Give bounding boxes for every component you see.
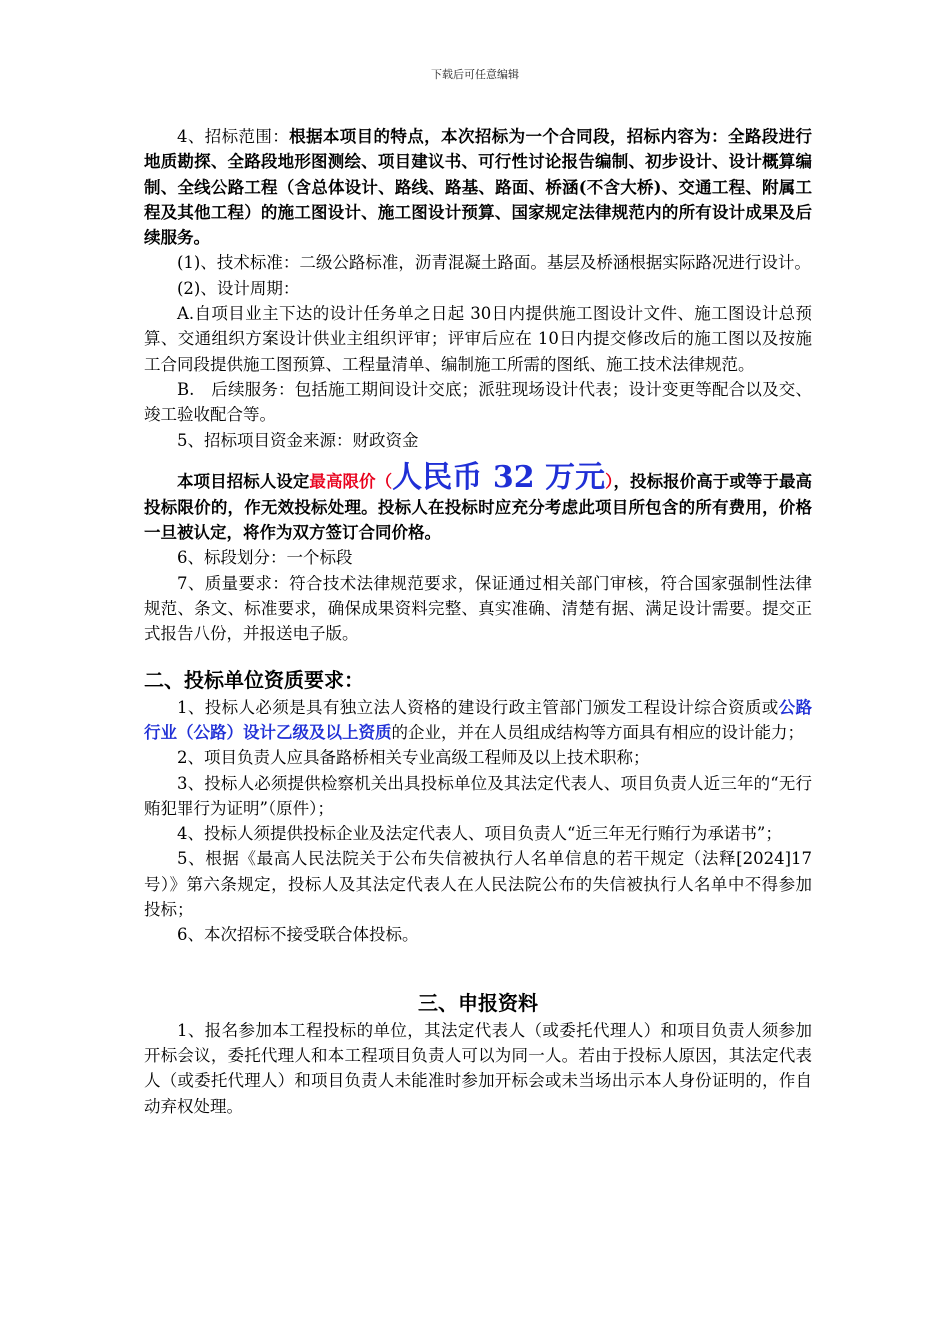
price-red-close: ） xyxy=(605,471,614,491)
quality: 7、质量要求：符合技术法律规范要求，保证通过相关部门审核，符合国家强制性法律规范、条文、标准要求，确保成果资料完整、真实准确、清楚有据、满足设计需要。提交正式报告八份，并报送电子版。 xyxy=(144,573,812,644)
section3-title: 三、申报资料 xyxy=(418,990,538,1015)
scope-prefix: 4、招标范围： xyxy=(177,127,290,146)
section3-item1: 1、报名参加本工程投标的单位，其法定代表人（或委托代理人）和项目负责人须参加开标会议，委托代理人和本工程项目负责人可以为同一人。若由于投标人原因，其法定代表人（或委托代理人）和项目负责人未能准时参加开标会或未当场出示本人身份证明的，作自动弃权处理。 xyxy=(144,1020,812,1116)
section2-item1-blue: 公路行业（公路）设计乙级及以上资质 xyxy=(144,697,813,742)
header-note: 下载后可任意编辑 xyxy=(431,68,519,81)
spacer xyxy=(144,948,812,988)
price-part1: 本项目招标人设定 xyxy=(177,471,310,491)
section2-item3: 3、投标人必须提供检察机关出具投标单位及其法定代表人、项目负责人近三年的“无行贿犯罪行为证明”（原件）； xyxy=(144,773,812,818)
price-amount: 人民币 32 万元 xyxy=(392,459,606,495)
section2-item1-a: 1、投标人必须是具有独立法人资格的建设行政主管部门颁发工程设计综合资质或 xyxy=(177,697,779,717)
design-period-b: B. 后续服务：包括施工期间设计交底；派驻现场设计代表；设计变更等配合以及交、竣工验收配合等。 xyxy=(144,379,812,425)
section2-item2: 2、项目负责人应具备路桥相关专业高级工程师及以上技术职称； xyxy=(177,748,650,768)
spacer xyxy=(144,647,812,665)
price-part2: ，投标报价高于或等于最高投标限价的，作无效投标处理。投标人在投标时应充分考虑此项目所包含的所有费用，价格一旦被认定，将作为双方签订合同价格。 xyxy=(144,471,813,543)
design-period-a: A.自项目业主下达的设计任务单之日起 30日内提供施工图设计文件、施工图设计总预算、交通组织方案设计供业主组织评审；评审后应在 10日内提交修改后的施工图以及按施工合同段提供施工图预算、工程量清单、编制施工所需的图纸、施工技术法律规范。 xyxy=(144,304,812,374)
section2-item1 xyxy=(144,695,812,746)
section2-item5: 5、根据《最高人民法院关于公布失信被执行人名单信息的若干规定（法释[2024]17号）》第六条规定，投标人及其法定代表人在人民法院公布的失信被执行人名单中不得参加投标； xyxy=(144,849,812,920)
fund-source: 5、招标项目资金来源：财政资金 xyxy=(177,430,419,450)
design-period-title: (2)、设计周期： xyxy=(177,278,300,298)
section2-item6: 6、本次招标不接受联合体投标。 xyxy=(177,925,419,945)
tech-standard: (1)、技术标准：二级公路标准，沥青混凝土路面。基层及桥涵根据实际路况进行设计。 xyxy=(177,253,811,273)
section2-item4: 4、投标人须提供投标企业及法定代表人、项目负责人“近三年无行贿行为承诺书”； xyxy=(177,824,782,844)
section2-title: 二、投标单位资质要求： xyxy=(144,667,364,692)
lots: 6、标段划分：一个标段 xyxy=(177,548,353,568)
price-paragraph xyxy=(144,461,812,546)
section2-item1-b: 的企业，并在人员组成结构等方面具有相应的设计能力； xyxy=(391,722,804,742)
document-body xyxy=(144,124,812,1119)
scope-paragraph xyxy=(144,124,812,250)
scope-bold-text: 根据本项目的特点，本次招标为一个合同段，招标内容为：全路段进行地质勘探、全路段地形图测绘、项目建议书、可行性讨论报告编制、初步设计、设计概算编制、全线公路工程（含总体设计、路线、路基、路面、桥涵(不含大桥)、交通工程、附属工程及其他工程）的施工图设计、施工图设计预算、国家规定法律规范内的所有设计成果及后续服务。 xyxy=(144,127,813,248)
price-red-label: 最高限价（ xyxy=(309,471,393,491)
